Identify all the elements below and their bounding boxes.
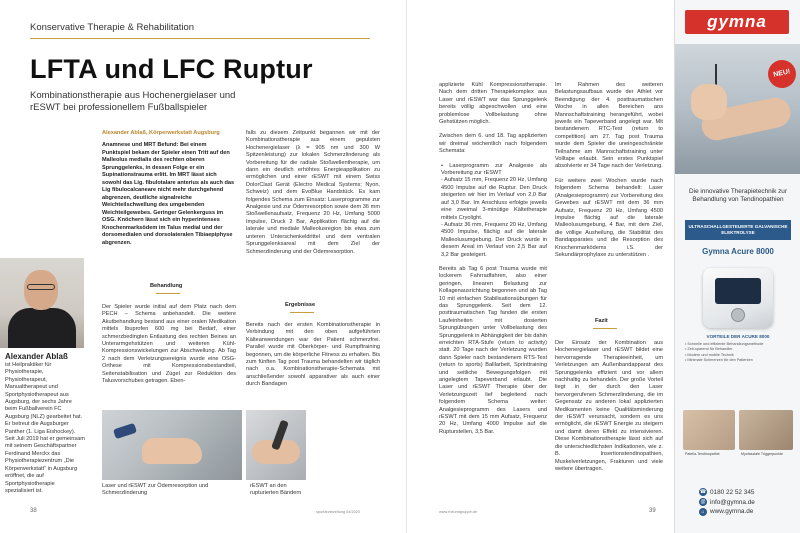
- heading-ergebnisse: Ergebnisse: [285, 302, 316, 308]
- heading-underline: [290, 312, 314, 313]
- treatment-bullets: [439, 163, 547, 259]
- ad-product-name: Gymna Acure 8000: [702, 247, 774, 256]
- list-item: - Aufsatz 36 mm, Frequenz 20 Hz, Umfang 4500 Impulse, flächig auf die laterale Malleolusumgebung. Der Druck wurde in diesem Areal im Verlauf von 2,5 Bar auf 3,2 Bar gesteigert.: [441, 221, 548, 258]
- ad-phone: 0180 22 52 345: [710, 489, 755, 496]
- article-subtitle: Kombinationstherapie aus Hochenergielaser und rESWT bei professionellem Fußballspieler: [30, 90, 236, 113]
- list-item: • Laserprogramm zur Analgesie als Vorbereitung zur rESWT: [441, 162, 547, 177]
- list-item: • Schnelle und effiziente Behandlungsmethode: [685, 342, 764, 346]
- ad-benefits-title: VORTEILE DER ACURE 8000: [706, 334, 770, 339]
- ad-trigger-photo: [739, 410, 793, 450]
- column-2-body-1: falls zu diesem Zeitpunkt begannen wir mit der Kombinationstherapie aus einem gepulsten Hochenergielaser (λ = 905 nm und 300 W Spitzenleistung) zur lokalen Schmerzlinderung als Vorbereitung für die radiale Stoßwellentherapie, um dann ein deutlich erhöhtes Energieapplikation zu ermöglichen und einer rESWT mit einem Swiss DolorClast Gerät (Electro Medical Systems; Nyon, Schweiz) und dem EvoBlue Handstück. Es kam folgendes Schema zum Einsatz: Laserprogramme zur Analgesie und zur Ödemresorption sowie dem 36 mm Stoßwellenaufsatz, Frequenz 20 Hz, Umfang 5000 Impulse, Druck 2 Bar, Applikation flächig auf die laterale und mediale Malleolusregion bis etwa zum unteren Unterschenkeldrittel und dem ventralen Sprunggelenksareal mit dem Ziel der Schmerzlinderung und der Ödemresorption.: [246, 130, 380, 255]
- column-4: [555, 82, 663, 266]
- email-icon: @: [700, 498, 706, 505]
- ad-photo-label-2: Myofasziale Triggerpunkte: [741, 452, 783, 456]
- heading-underline: [593, 328, 617, 329]
- column-4-para-1: Im Rahmen des weiteren Belastungsaufbaus wurde der Athlet vor Beendigung der 4. posttraumatischen Woche in allen Bereichen ans Mannschaftstraining herangeführt, wobei jeweils ein Tapeverband angelegt war. Mit bestandenem RTC-Test (return to competition) am 27. Tag post Trauma wurde dem Spieler die uneingeschränkte Teilnahme am Mannschaftstraining unter Volltape erlaubt. Sein erstes Punktspiel absolvierte er 34 Tage nach der Verletzung.: [555, 82, 663, 170]
- acure-device-image: [703, 268, 773, 328]
- lead-paragraph: Anamnese und MRT Befund: Bei einem Punktspiel bekam der Spieler einen Tritt auf den Malleolus medialis des rechten oberen Sprunggelenks, in dessen Folge er ein Supinationstrauma erlitt. Im MRT lässt sich sowohl das Lig. fibulotalare anterius als auch das Lig fibulocalcaneare nicht mehr durchgehend abgrenzen, deutliche signalreiche Weichteilschwellung des umgebenden Weichteilgewebes. Geringer Gelenkerguss im OSG. Knöchern lässt sich ein hyperintenses Knochenmarksödem im Talus medial und der dorsomedialen und dorsolateralen Tibiaepiphyse abgrenzen.: [102, 142, 235, 246]
- header-divider: [30, 38, 370, 39]
- right-page: [406, 0, 674, 533]
- heading-fazit: Fazit: [595, 318, 608, 324]
- column-2-body-2: Bereits nach der ersten Kombinationstherapie in Verbindung mit den oben aufgeführten Kälteanwendungen war der Patient schmerzfrei. Parallel wurde mit Oberkörper- und Rumpftraining begonnen, um die körperliche Fitness zu erhalten. Bis zum fünften Tag post Trauma behandelten wir täglich nach o.a. Kombinationstherapie-Schemata mit anschließender sowohl apparativer als auch einer durch Bandagen: [246, 322, 380, 388]
- section-header: Konservative Therapie & Rehabilitation: [30, 22, 195, 33]
- ad-photo-label-1: Patella-Tendinopathie: [685, 452, 720, 456]
- phone-icon: ☎: [699, 489, 707, 496]
- column-4-para-2: Für weitere zwei Wochen wurde nach folgendem Schema behandelt: Laser (Analgesieprogramm) zur Vorbereitung des Gewebes auf rESWT mit dem 36 mm Aufsatz, Frequenz 20 Hz, Umfang 4500 Impulse flächig auf die laterale Malleolusumgebung, 4 Bar, mit dem Ziel, die völlige Ausheilung, die Stabilität des Bandapparates und die Resorption des Knochenmarködems i.S. der Sekundärprophylaxe zu unterstützen .: [555, 177, 663, 258]
- ad-technology-band: ULTRASCHALLGESTEUERTE GALVANISCHE ELEKTROLYSE: [685, 220, 791, 240]
- column-3-para-3: Bereits ab Tag 6 post Trauma wurde mit lockerem Fahrradfahren, also einer geringen, linearen Belastung zur Kollagenausrichtung begonnen und ab Tag 10 mit einfachen Stabilisationsübungen für das Sprunggelenk. Seit dem 12. posttraumatischen Tag fanden die ersten Laufeinheiten mit dosierten Sprungübungen unter Vollbelastung des Sprunggelenk in Abhängigkeit der bis dahin erreichten RTA-Stufe (return to activity) statt. 20 Tage nach der Verletzung wurden dann Spieler nach bestandenem RTS-Test (return to sports) Balllarbeit, Sprinttraining und seitliche Bewegungsfolgen mit angelegtem Tapeverband erlaubt. Die Laser und rESWT Therapie über der Verletzungszeit lief begleitend nach folgendem Schema weiter: Analgesieprogramm des Lasers und rESWT mit dem 15 mm Aufsatz, Frequenz 20 Hz, Umfang 4000 Impulse auf die Rupturstellen, 3,5 Bar.: [439, 265, 547, 435]
- ad-benefits-list: [685, 342, 791, 364]
- treatment-photo-laser: [102, 410, 242, 480]
- page-number-right: 39: [649, 508, 656, 514]
- column-3: [439, 82, 547, 443]
- list-item: - Aufsatz 15 mm, Frequenz 20 Hz, Umfang 4500 Impulse auf die Ruptur. Den Druck steigerten wir hier im Verlauf von 2,0 Bar auf 3,0 Bar. Im Anschluss erfolgte jeweils eine zweimal 3-minütige Kältetherapie mittels Cryolight.: [441, 177, 548, 221]
- heading-underline: [156, 293, 180, 294]
- caption-laser: Laser und rESWT zur Ödemresorption und Schmerzlinderung: [102, 483, 209, 496]
- column-1-body: Der Spieler wurde initial auf dem Platz nach dem PECH – Schema anbehandelt. Die weitere Akutbehandlung bestand aus einer oralen Medikation mittels Ibuprofen 600 mg bei Bedarf, einer schmerzbedingten Entlastung des rechten Beines an Unterarmgehstützen und weiteren Kühl-Kompressionswickelungen zur Abschwellung. Ab Tag 2 nach dem Verletzungsereignis wurde eine OSG-Orthese mit Kompressionsbestandteil, Seitenstabilisation und Zügel zur Reduktion des Talusvorschubes getragen. Eben-: [102, 304, 236, 385]
- new-badge: NEU!: [765, 57, 798, 90]
- list-item: • Modern und mobile Technik: [685, 352, 734, 357]
- column-4-conclusion: Der Einsatz der Kombination aus Hochenergielaser und rESWT bildet eine hervorragende Therapieeinheit, um Verletzungen am Außenbandapparat des Sprunggelenks effizient und vor allem nachhaltig zu behandeln. Der große Vorteil liegt in der durch den Laser hervorgerufenen Schmerzlinderung, die im Gegensatz zu anderen lokal applizierten Medikamenten keine Qualitätsminderung der rESWT verursacht, sondern es uns ermöglicht, die rESWT Energie zu steigern und damit deren Effekt zu intensivieren. Diese Kombinationstherapie lässt sich auf die unterschiedlichsten Indikationen, wie z. B. Insertionstendinopathien, Muskelverletzungen, Frakturen und viele weitere übertragen.: [555, 340, 663, 472]
- ad-email[interactable]: info@gymna.de: [710, 498, 755, 506]
- gymna-logo: gymna: [685, 10, 789, 34]
- page-number-left: 38: [30, 508, 37, 514]
- column-3-para-1: applizierte Kühl Kompressionstherapie. Nach dem dritten Therapiekomplex aus Laser und rESWT war das Sprunggelenk bereits völlig abgeschwollen und eine problemlose Vollbelastung ohne Gehstützen möglich.: [439, 82, 547, 126]
- footer-left: sportärztezeitung 04/2020: [316, 510, 360, 514]
- list-item: • Zeit-sparend für Behandler: [685, 347, 733, 352]
- gymna-advertisement: [674, 0, 800, 533]
- ad-knee-photo: [683, 410, 735, 450]
- article-title: LFTA und LFC Ruptur: [30, 54, 313, 84]
- author-photo: [0, 258, 84, 348]
- ad-website[interactable]: www.gymna.de: [710, 508, 754, 516]
- ad-tagline: Die innovative Therapietechnik zur Behandlung von Tendinopathien: [689, 188, 787, 203]
- caption-reswt: rESWT an den rupturierten Bändern: [250, 483, 302, 496]
- ad-contact-block: [699, 488, 755, 517]
- column-3-para-2: Zwischen dem 6. und 18. Tag applizierten wir dreimal wöchentlich nach folgendem Schemata:: [439, 133, 547, 155]
- author-name: Alexander Ablaß: [5, 352, 68, 361]
- web-icon: ⌂: [699, 508, 707, 516]
- author-bio: ist Heilpraktiker für Physiotherapie, Physiotherapeut, Manualtherapeut und Sportphysiotherapeut aus Augsburg, der sechs Jahre beim Fußballverein FC Augsburg (NLZ) gearbeitet hat. Er betreut die Augsburger Panther (1. Liga Eishockey). Seit Juli 2019 hat er gemeinsam mit seinem Geschäftspartner Ferdinand Merckx das Physiotherapiezentrum „Die Körperwerkstatt“ in Augsburg eröffnet, die auf Sportphysiotherapie spezialisiert ist.: [5, 362, 85, 494]
- treatment-photo-reswt: [246, 410, 306, 480]
- byline: Alexander Ablaß, Körperwerkstatt Augsburg: [102, 130, 220, 136]
- list-item: • Minimale Schmerzen für den Patienten: [685, 358, 753, 363]
- footer-right: www.rheumtgruppe.de: [439, 510, 477, 514]
- heading-behandlung: Behandlung: [150, 283, 183, 289]
